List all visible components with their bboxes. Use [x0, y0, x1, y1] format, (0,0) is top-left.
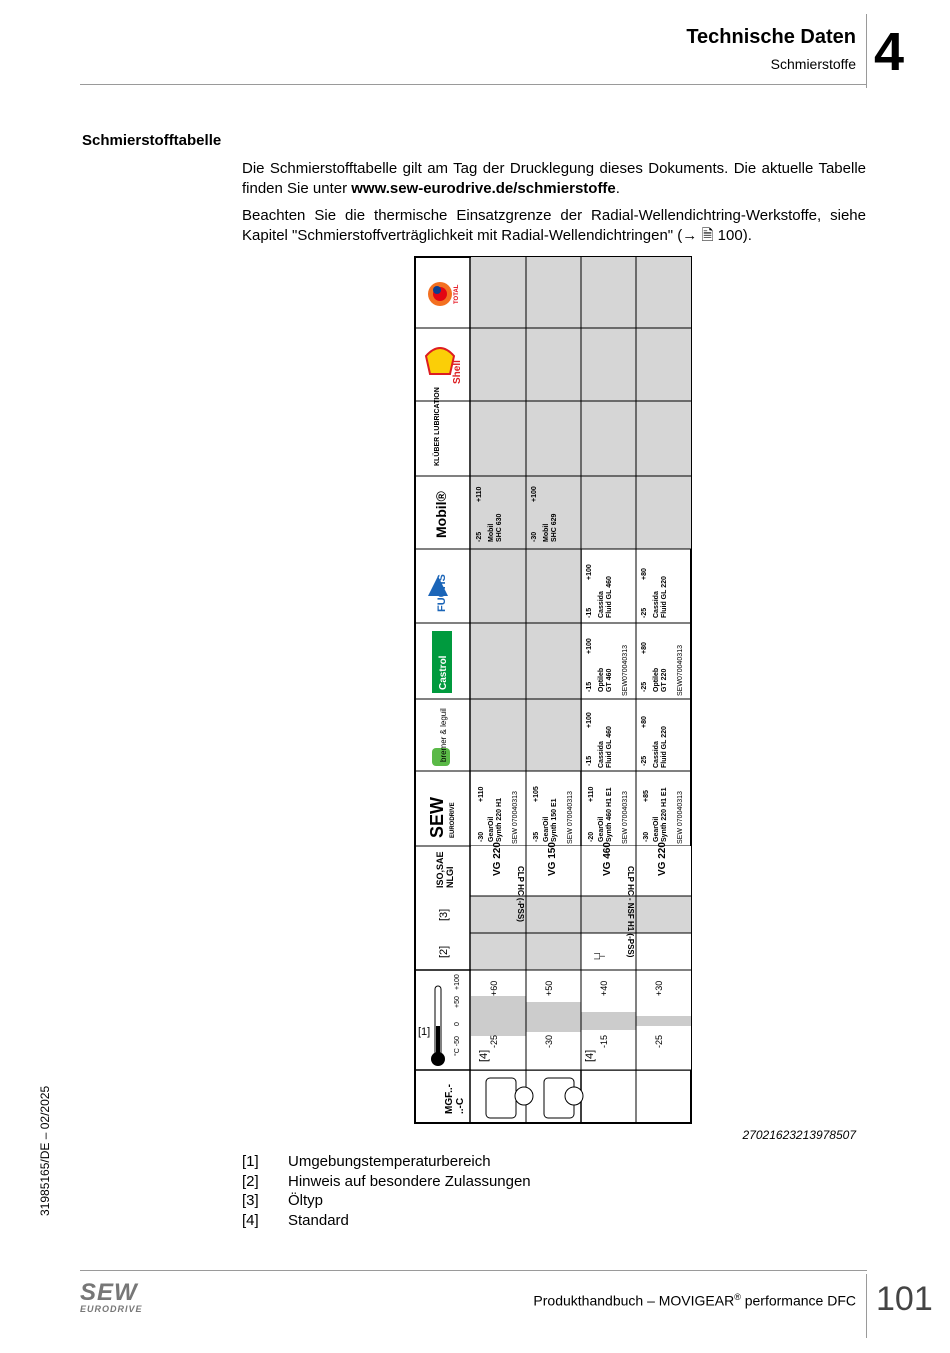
- mobil-range-high: +110: [476, 486, 483, 502]
- sew-range-high: +110: [478, 786, 485, 802]
- scale-label: 0: [454, 1022, 461, 1026]
- sew-range-high: +105: [533, 786, 540, 802]
- mobil-range-high: +100: [531, 486, 538, 502]
- bremer-range-low: -25: [641, 755, 648, 766]
- temp-low: -25: [489, 1034, 499, 1048]
- header-subtitle: Schmierstoffe: [770, 56, 856, 72]
- document-id: 31985165/DE – 02/2025: [38, 1085, 52, 1216]
- castrol-range-high: +100: [586, 638, 593, 654]
- iso-grade: VG 220: [657, 842, 668, 876]
- note-paragraph: Beachten Sie die thermische Einsatzgrenze der Radial-Wellendichtring-Werkstoffe, siehe Kapitel "Schmierstoffverträglichkeit mit Radial-Wellendichtringen" (→ 🗎 100).: [242, 207, 866, 244]
- brand-total: TOTAL: [454, 284, 460, 304]
- temp-high: +50: [544, 980, 554, 996]
- fuchs-product: Cassida Fluid GL 460: [598, 576, 613, 618]
- sew-code: SEW 070040313: [622, 791, 629, 844]
- castrol-product: Optileb GT 220: [653, 667, 668, 692]
- brand-bremer: bremer & leguil: [439, 708, 448, 762]
- chapter-number: 4: [874, 22, 905, 82]
- sew-range-low: -30: [643, 831, 650, 842]
- sew-product: GearOil Synth 220 H1 E1: [653, 787, 668, 842]
- sew-eurodrive-logo: SEW EURODRIVE: [80, 1279, 143, 1314]
- mobil-range-low: -30: [531, 531, 538, 542]
- temp-low: -15: [599, 1034, 609, 1048]
- mobil-product: Mobil SHC 630: [488, 513, 503, 542]
- bremer-product: Cassida Fluid GL 220: [653, 726, 668, 768]
- col-label-1: [1]: [418, 1026, 431, 1038]
- sew-product: GearOil Synth 220 H1: [488, 798, 503, 842]
- scale-label: +100: [454, 974, 461, 990]
- scale-label: °C -50: [454, 1036, 461, 1056]
- sew-code: SEW 070040313: [567, 791, 574, 844]
- page-number: 101: [876, 1280, 933, 1318]
- fuchs-product: Cassida Fluid GL 220: [653, 576, 668, 618]
- castrol-range-high: +80: [641, 642, 648, 654]
- sew-product: GearOil Synth 150 E1: [543, 798, 558, 842]
- sew-product: GearOil Synth 460 H1 E1: [598, 787, 613, 842]
- sew-range-low: -20: [588, 831, 595, 842]
- brand-castrol: Castrol: [438, 655, 449, 690]
- castrol-range-low: -25: [641, 681, 648, 692]
- brand-fuchs: FUCHS: [436, 574, 448, 612]
- section-title: Schmierstofftabelle: [82, 132, 222, 149]
- bremer-range-high: +80: [641, 716, 648, 728]
- legend-item: [2] Hinweis auf besondere Zulassungen: [242, 1172, 531, 1190]
- figure-id: 27021623213978507: [742, 1128, 856, 1142]
- iso-label: ISO,SAE NLGI: [435, 851, 455, 888]
- iso-grade: VG 150: [547, 842, 558, 876]
- oil-type: CLP HC (-PSS): [516, 866, 525, 922]
- food-approval-icon: ⑂: [592, 951, 609, 961]
- sew-code: SEW 070040313: [512, 791, 519, 844]
- oil-type: CLP HC - NSF H1 (-PSS): [626, 866, 635, 958]
- intro-text: Die Schmierstofftabelle gilt am Tag der Drucklegung dieses Dokuments. Die aktuelle Tabelle finden Sie unter: [242, 160, 866, 197]
- temp-low: -25: [654, 1034, 664, 1048]
- castrol-product: Optileb GT 460: [598, 667, 613, 692]
- sew-range-low: -35: [533, 831, 540, 842]
- iso-grade: VG 460: [602, 842, 613, 876]
- temp-low: -30: [544, 1034, 554, 1048]
- bremer-product: Cassida Fluid GL 460: [598, 726, 613, 768]
- lubricant-link[interactable]: www.sew-eurodrive.de/schmierstoffe: [351, 180, 616, 197]
- scale-label: +50: [454, 996, 461, 1008]
- temp-high: +30: [654, 980, 664, 996]
- bremer-range-low: -15: [586, 755, 593, 766]
- std-label: [4]: [584, 1049, 596, 1062]
- corner-label: MGF..- ..-C: [444, 1084, 466, 1114]
- fuchs-range-high: +80: [641, 568, 648, 580]
- sew-code: SEW 070040313: [677, 791, 684, 844]
- iso-grade: VG 220: [492, 842, 503, 876]
- castrol-code: SEW070040313: [677, 645, 684, 696]
- col-label-3: [3]: [438, 908, 450, 921]
- fuchs-range-low: -25: [641, 607, 648, 618]
- fuchs-range-low: -15: [586, 607, 593, 618]
- castrol-range-low: -15: [586, 681, 593, 692]
- header-rule: [80, 84, 867, 85]
- lubricant-table-texts: [414, 256, 694, 1126]
- header-title: Technische Daten: [686, 26, 856, 48]
- intro-end: .: [615, 180, 620, 197]
- temp-high: +60: [489, 980, 499, 996]
- fuchs-range-high: +100: [586, 564, 593, 580]
- sew-range-high: +110: [588, 786, 595, 802]
- mobil-range-low: -25: [476, 531, 483, 542]
- brand-sew: SEW: [427, 796, 447, 838]
- brand-klueber: KLÜBER LUBRICATION: [434, 387, 441, 466]
- sew-range-low: -30: [478, 831, 485, 842]
- footer-text: Produkthandbuch – MOVIGEAR® performance DFC: [533, 1292, 856, 1309]
- header-divider: [866, 14, 867, 88]
- legend-item: [4] Standard: [242, 1211, 349, 1229]
- legend-item: [3] Öltyp: [242, 1192, 324, 1209]
- footer-divider: [866, 1274, 867, 1338]
- std-label: [4]: [478, 1049, 490, 1062]
- intro-paragraph: [242, 159, 866, 199]
- brand-sew-sub: EURODRIVE: [450, 802, 456, 838]
- brand-mobil: Mobil®: [433, 491, 449, 538]
- mobil-product: Mobil SHC 629: [543, 513, 558, 542]
- legend-item: [1] Umgebungstemperaturbereich: [242, 1153, 491, 1170]
- figure-legend: [242, 1152, 531, 1230]
- bremer-range-high: +100: [586, 712, 593, 728]
- brand-shell: Shell: [452, 360, 463, 384]
- temp-high: +40: [599, 980, 609, 996]
- col-label-2: [2]: [438, 945, 450, 958]
- footer-rule: [80, 1270, 867, 1271]
- sew-range-high: +85: [643, 790, 650, 802]
- castrol-code: SEW070040313: [622, 645, 629, 696]
